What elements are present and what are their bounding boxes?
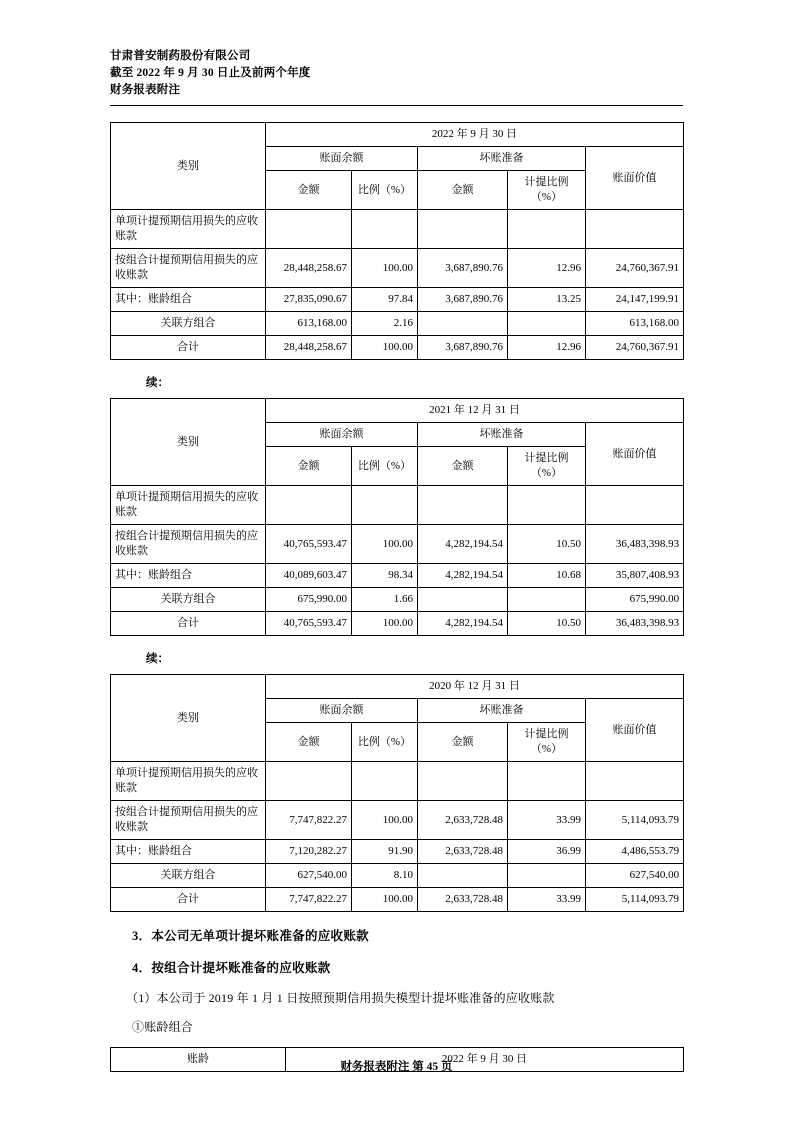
cell-amount-1: 627,540.00 xyxy=(266,864,352,888)
cell-ratio: 100.00 xyxy=(352,801,418,840)
table-row-total xyxy=(111,888,684,912)
cell-book-value: 627,540.00 xyxy=(586,864,684,888)
page-footer: 财务报表附注 第 45 页 xyxy=(340,1061,453,1073)
col-group-book-balance: 账面余额 xyxy=(266,699,418,723)
cell-ratio: 2.16 xyxy=(352,312,418,336)
row-label: 单项计提预期信用损失的应收账款 xyxy=(111,486,266,525)
cell-book-value: 4,486,553.79 xyxy=(586,840,684,864)
cell-amount-1: 28,448,258.67 xyxy=(266,336,352,360)
cell-ratio: 100.00 xyxy=(352,525,418,564)
table-row xyxy=(111,210,684,249)
table-row xyxy=(111,840,684,864)
cell-book-value: 675,990.00 xyxy=(586,588,684,612)
cell-provision-ratio: 36.99 xyxy=(508,840,586,864)
row-label: 合计 xyxy=(111,888,266,912)
cell-provision-ratio xyxy=(508,312,586,336)
col-header-amount-1: 金额 xyxy=(266,171,352,210)
cell-ratio: 100.00 xyxy=(352,336,418,360)
receivables-table-2021 xyxy=(110,398,684,636)
cell-amount-1: 613,168.00 xyxy=(266,312,352,336)
cell-provision-ratio xyxy=(508,588,586,612)
col-header-book-value: 账面价值 xyxy=(586,423,684,486)
cell-book-value xyxy=(586,486,684,525)
cell-amount-2: 4,282,194.54 xyxy=(418,525,508,564)
col-header-ratio: 比例（%） xyxy=(352,723,418,762)
col-group-book-balance: 账面余额 xyxy=(266,147,418,171)
cell-provision-ratio: 33.99 xyxy=(508,801,586,840)
cell-provision-ratio: 13.25 xyxy=(508,288,586,312)
cell-ratio: 91.90 xyxy=(352,840,418,864)
cell-amount-1: 40,765,593.47 xyxy=(266,525,352,564)
col-group-bad-debt: 坏账准备 xyxy=(418,423,586,447)
col-header-provision-ratio: 计提比例（%） xyxy=(508,723,586,762)
cell-amount-2 xyxy=(418,762,508,801)
cell-ratio: 100.00 xyxy=(352,612,418,636)
row-label: 关联方组合 xyxy=(111,588,266,612)
cell-amount-2: 4,282,194.54 xyxy=(418,612,508,636)
col-header-amount-1: 金额 xyxy=(266,723,352,762)
header-doc-title: 财务报表附注 xyxy=(110,84,181,96)
row-label: 按组合计提预期信用损失的应收账款 xyxy=(111,525,266,564)
cell-amount-1 xyxy=(266,762,352,801)
col-header-ratio: 比例（%） xyxy=(352,171,418,210)
cell-provision-ratio: 10.50 xyxy=(508,525,586,564)
cell-book-value: 5,114,093.79 xyxy=(586,888,684,912)
header-company-name: 甘肃普安制药股份有限公司 xyxy=(110,50,251,62)
cell-amount-2: 3,687,890.76 xyxy=(418,288,508,312)
cell-provision-ratio: 33.99 xyxy=(508,888,586,912)
table-row xyxy=(111,864,684,888)
table-row xyxy=(111,249,684,288)
col-header-book-value: 账面价值 xyxy=(586,699,684,762)
header-period: 截至 2022 年 9 月 30 日止及前两个年度 xyxy=(110,67,311,79)
cell-amount-1: 27,835,090.67 xyxy=(266,288,352,312)
section-subheading-aging-combo: ①账龄组合 xyxy=(132,1020,194,1034)
col-header-provision-ratio: 计提比例（%） xyxy=(508,171,586,210)
cell-amount-2 xyxy=(418,486,508,525)
cell-provision-ratio: 12.96 xyxy=(508,249,586,288)
cell-amount-1: 7,747,822.27 xyxy=(266,888,352,912)
col-header-period: 2022 年 9 月 30 日 xyxy=(286,1048,684,1072)
col-header-aging: 账龄 xyxy=(111,1048,286,1072)
cell-ratio: 100.00 xyxy=(352,888,418,912)
row-label: 其中：账龄组合 xyxy=(111,288,266,312)
cell-book-value: 613,168.00 xyxy=(586,312,684,336)
row-label: 单项计提预期信用损失的应收账款 xyxy=(111,210,266,249)
table-row-total xyxy=(111,336,684,360)
cell-amount-1: 40,089,603.47 xyxy=(266,564,352,588)
table-period-header: 2022 年 9 月 30 日 xyxy=(266,123,684,147)
col-group-bad-debt: 坏账准备 xyxy=(418,147,586,171)
table-row xyxy=(111,288,684,312)
cell-book-value: 24,147,199.91 xyxy=(586,288,684,312)
col-header-amount-2: 金额 xyxy=(418,723,508,762)
col-header-category: 类别 xyxy=(111,399,266,486)
row-label: 单项计提预期信用损失的应收账款 xyxy=(111,762,266,801)
cell-amount-2: 3,687,890.76 xyxy=(418,336,508,360)
col-header-provision-ratio: 计提比例（%） xyxy=(508,447,586,486)
col-header-book-value: 账面价值 xyxy=(586,147,684,210)
col-header-amount-1: 金额 xyxy=(266,447,352,486)
cell-provision-ratio: 12.96 xyxy=(508,336,586,360)
row-label: 按组合计提预期信用损失的应收账款 xyxy=(111,249,266,288)
col-header-category: 类别 xyxy=(111,675,266,762)
table-row xyxy=(111,525,684,564)
col-header-amount-2: 金额 xyxy=(418,171,508,210)
cell-provision-ratio xyxy=(508,210,586,249)
row-label: 其中：账龄组合 xyxy=(111,840,266,864)
table-row-total xyxy=(111,612,684,636)
cell-ratio xyxy=(352,486,418,525)
cell-book-value xyxy=(586,762,684,801)
cell-amount-2 xyxy=(418,588,508,612)
section-heading-4: 4．按组合计提坏账准备的应收账款 xyxy=(132,961,331,975)
cell-ratio xyxy=(352,762,418,801)
table-period-header: 2021 年 12 月 31 日 xyxy=(266,399,684,423)
cell-amount-2 xyxy=(418,210,508,249)
page-content xyxy=(110,48,683,1072)
cell-amount-2: 2,633,728.48 xyxy=(418,840,508,864)
cell-provision-ratio xyxy=(508,486,586,525)
table-row xyxy=(111,564,684,588)
cell-amount-2 xyxy=(418,864,508,888)
cell-ratio: 8.10 xyxy=(352,864,418,888)
row-label: 合计 xyxy=(111,612,266,636)
cell-amount-1: 40,765,593.47 xyxy=(266,612,352,636)
cell-amount-1: 675,990.00 xyxy=(266,588,352,612)
table-row xyxy=(111,801,684,840)
cell-amount-2 xyxy=(418,312,508,336)
table-period-header: 2020 年 12 月 31 日 xyxy=(266,675,684,699)
cell-ratio: 98.34 xyxy=(352,564,418,588)
cell-book-value: 35,807,408.93 xyxy=(586,564,684,588)
cell-ratio: 1.66 xyxy=(352,588,418,612)
row-label: 其中：账龄组合 xyxy=(111,564,266,588)
cell-amount-2: 2,633,728.48 xyxy=(418,888,508,912)
document-header xyxy=(110,48,683,106)
cell-amount-2: 4,282,194.54 xyxy=(418,564,508,588)
col-group-bad-debt: 坏账准备 xyxy=(418,699,586,723)
cell-amount-1: 28,448,258.67 xyxy=(266,249,352,288)
col-header-category: 类别 xyxy=(111,123,266,210)
cell-amount-1 xyxy=(266,486,352,525)
row-label: 关联方组合 xyxy=(111,864,266,888)
cell-book-value: 36,483,398.93 xyxy=(586,525,684,564)
cell-amount-2: 2,633,728.48 xyxy=(418,801,508,840)
col-group-book-balance: 账面余额 xyxy=(266,423,418,447)
col-header-ratio: 比例（%） xyxy=(352,447,418,486)
table-row xyxy=(111,762,684,801)
cell-provision-ratio: 10.50 xyxy=(508,612,586,636)
continued-label-2: 续： xyxy=(146,653,169,665)
cell-ratio xyxy=(352,210,418,249)
cell-ratio: 100.00 xyxy=(352,249,418,288)
continued-label-1: 续： xyxy=(146,377,169,389)
cell-amount-1: 7,120,282.27 xyxy=(266,840,352,864)
cell-amount-1: 7,747,822.27 xyxy=(266,801,352,840)
cell-provision-ratio xyxy=(508,864,586,888)
table-row xyxy=(111,312,684,336)
cell-book-value: 24,760,367.91 xyxy=(586,336,684,360)
cell-amount-2: 3,687,890.76 xyxy=(418,249,508,288)
cell-book-value: 36,483,398.93 xyxy=(586,612,684,636)
row-label: 按组合计提预期信用损失的应收账款 xyxy=(111,801,266,840)
table-row xyxy=(111,588,684,612)
receivables-table-2020 xyxy=(110,674,684,912)
cell-book-value xyxy=(586,210,684,249)
cell-book-value: 24,760,367.91 xyxy=(586,249,684,288)
section-heading-3: 3．本公司无单项计提坏账准备的应收账款 xyxy=(132,929,369,943)
cell-provision-ratio: 10.68 xyxy=(508,564,586,588)
row-label: 关联方组合 xyxy=(111,312,266,336)
cell-ratio: 97.84 xyxy=(352,288,418,312)
cell-provision-ratio xyxy=(508,762,586,801)
col-header-amount-2: 金额 xyxy=(418,447,508,486)
cell-book-value: 5,114,093.79 xyxy=(586,801,684,840)
receivables-table-2022 xyxy=(110,122,684,360)
row-label: 合计 xyxy=(111,336,266,360)
table-row xyxy=(111,486,684,525)
cell-amount-1 xyxy=(266,210,352,249)
section-paragraph-4-1: （1）本公司于 2019 年 1 月 1 日按照预期信用损失模型计提坏账准备的应收账款 xyxy=(126,991,555,1005)
